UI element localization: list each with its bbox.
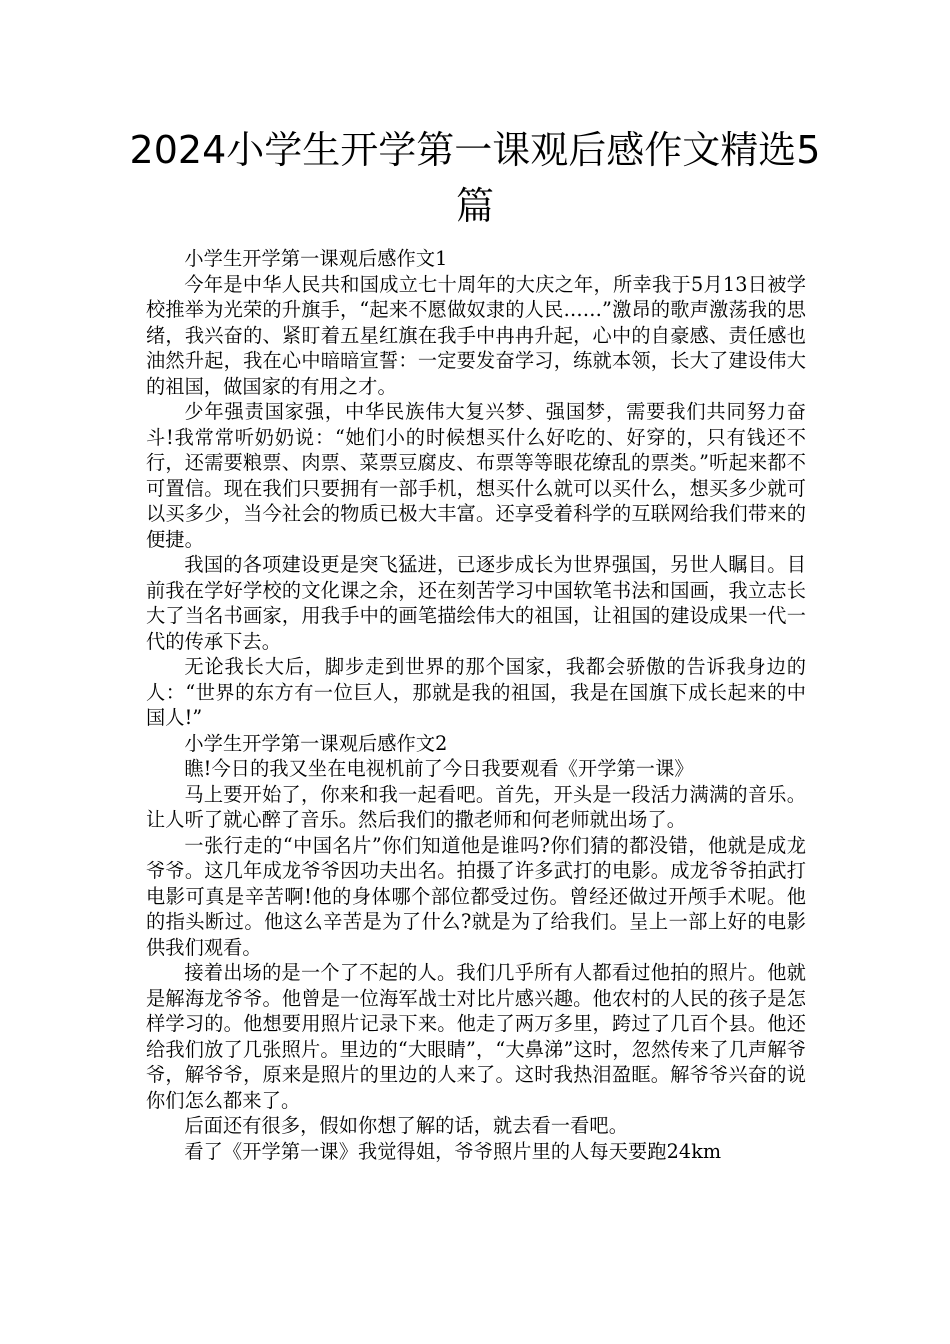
- section-heading-2: 小学生开学第一课观后感作文2: [184, 731, 448, 755]
- paragraph: 少年强责国家强，中华民族伟大复兴梦、强国梦，需要我们共同努力奋斗!我常常听奶奶说：“她们小的时候想买什么好吃的、好穿的，只有钱还不行，还需要粮票、肉票、菜票豆腐皮、布票等等眼花缭乱的票类。”听起来都不可置信。现在我们只要拥有一部手机，想买什么就可以买什么，想买多少就可以买多少，当今社会的物质已极大丰富。还享受着科学的互联网给我们带来的便捷。: [146, 400, 806, 551]
- paragraph: 一张行走的“中国名片”你们知道他是谁吗?你们猜的都没错，他就是成龙爷爷。这几年成龙爷爷因功夫出名。拍摄了许多武打的电影。成龙爷爷拍武打电影可真是辛苦啊!他的身体哪个部位都受过伤。曾经还做过开颅手术呢。他的指头断过。他这么辛苦是为了什么?就是为了给我们。呈上一部上好的电影供我们观看。: [146, 833, 806, 959]
- section-heading-1: 小学生开学第一课观后感作文1: [184, 247, 448, 270]
- paragraph: 我国的各项建设更是突飞猛进，已逐步成长为世界强国，另世人瞩目。目前我在学好学校的文化课之余，还在刻苦学习中国软笔书法和国画，我立志长大了当名书画家，用我手中的画笔描绘伟大的祖国，让祖国的建设成果一代一代的传承下去。: [146, 553, 806, 653]
- paragraph: 瞧!今日的我又坐在电视机前了今日我要观看《开学第一课》: [184, 757, 694, 780]
- paragraph: 无论我长大后，脚步走到世界的那个国家，我都会骄傲的告诉我身边的人：“世界的东方有一位巨人，那就是我的祖国，我是在国旗下成长起来的中国人!”: [146, 655, 806, 729]
- paragraph: 今年是中华人民共和国成立七十周年的大庆之年，所幸我于5月13日被学校推举为光荣的升旗手，“起来不愿做奴隶的人民……”激昂的歌声激荡我的思绪，我兴奋的、紧盯着五星红旗在我手中冉冉升起，心中的自豪感、责任感也油然升起，我在心中暗暗宣誓：一定要发奋学习，练就本领，长大了建设伟大的祖国，做国家的有用之才。: [146, 272, 806, 398]
- document-title: 2024小学生开学第一课观后感作文精选5篇: [129, 128, 821, 228]
- paragraph: 后面还有很多，假如你想了解的话，就去看一看吧。: [184, 1114, 629, 1137]
- paragraph: 接着出场的是一个了不起的人。我们几乎所有人都看过他拍的照片。他就是解海龙爷爷。他曾是一位海军战士对比片感兴趣。他农村的人民的孩子是怎样学习的。他想要用照片记录下来。他走了两万多里，跨过了几百个县。他还给我们放了几张照片。里边的“大眼睛”，“大鼻涕”这时，忽然传来了几声解爷爷，解爷爷，原来是照片的里边的人来了。这时我热泪盈眶。解爷爷兴奋的说你们怎么都来了。: [146, 961, 806, 1112]
- paragraph: 马上要开始了，你来和我一起看吧。首先，开头是一段活力满满的音乐。让人听了就心醉了音乐。然后我们的撒老师和何老师就出场了。: [146, 782, 806, 831]
- paragraph: 看了《开学第一课》我觉得姐，爷爷照片里的人每天要跑24km: [184, 1139, 722, 1163]
- document-body: [146, 246, 806, 1164]
